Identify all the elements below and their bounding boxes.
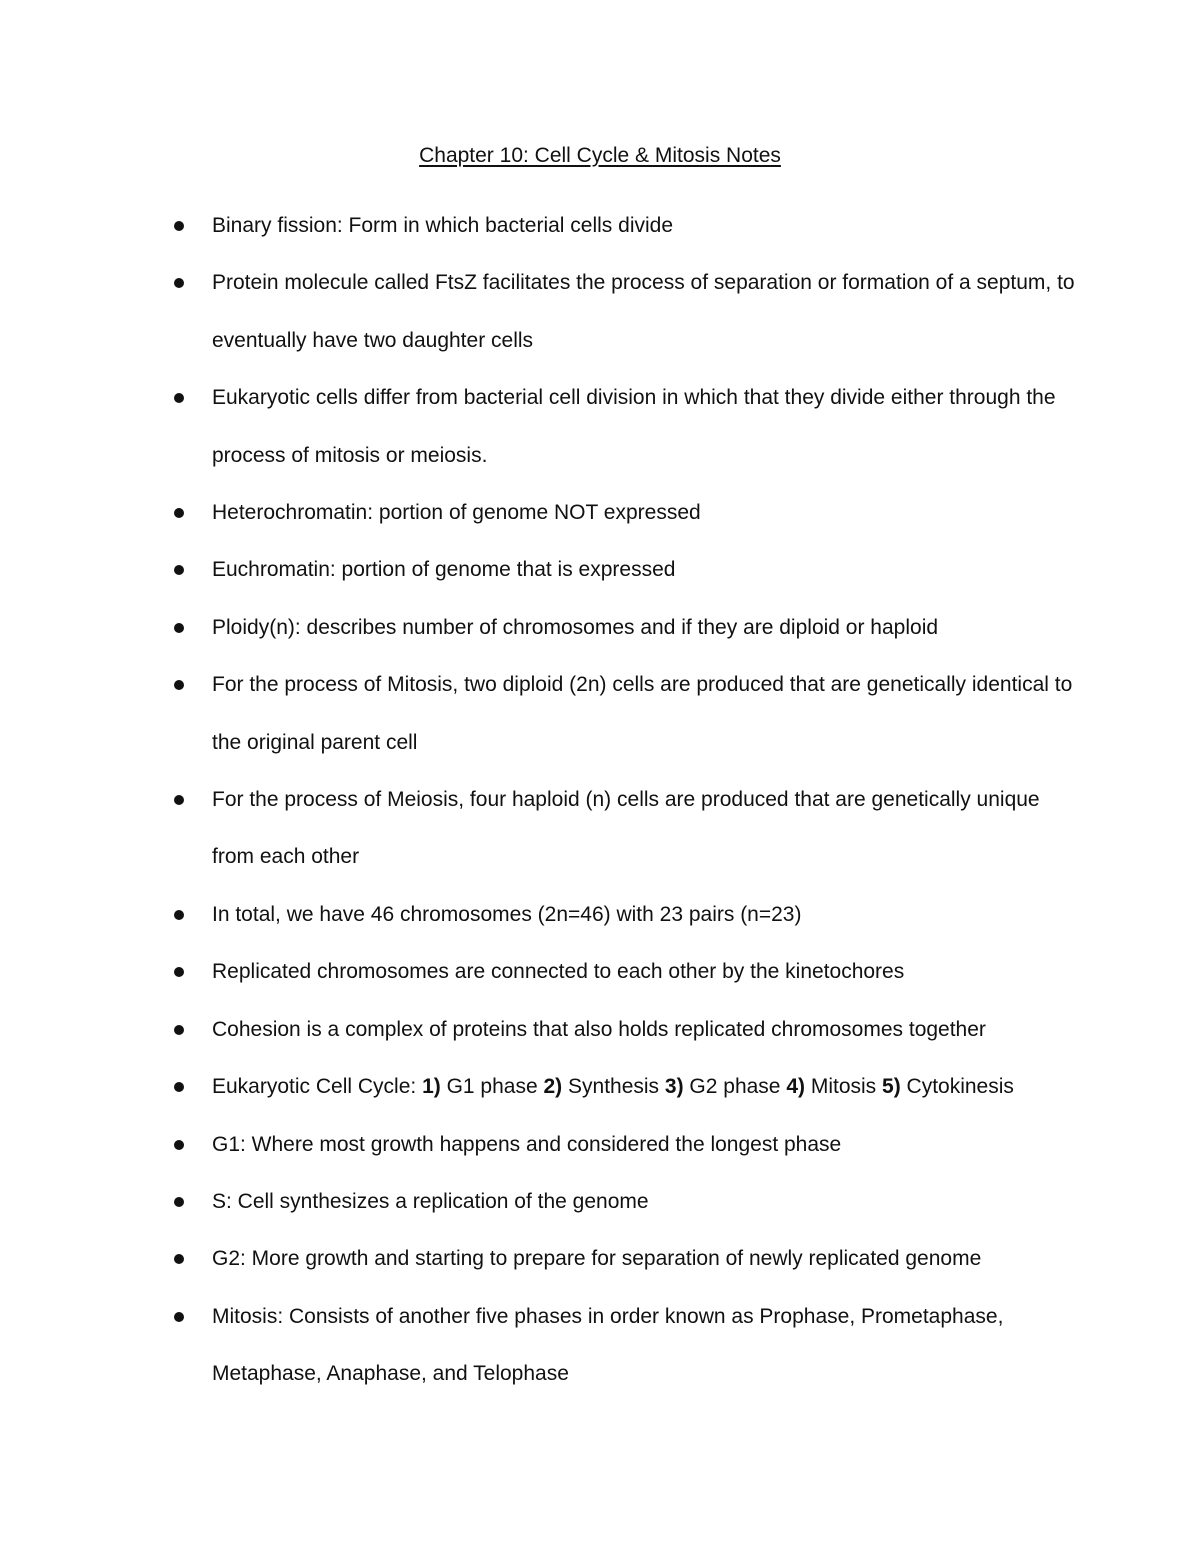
note-item bbox=[0, 197, 1082, 254]
cycle-step-number: 1) bbox=[422, 1075, 441, 1099]
cell-cycle-note bbox=[0, 1058, 1082, 1115]
note-item bbox=[0, 254, 1082, 369]
bullet-icon bbox=[174, 221, 184, 231]
bullet-icon bbox=[174, 1025, 184, 1035]
note-item bbox=[0, 886, 1082, 943]
cycle-step-text: G2 phase bbox=[683, 1075, 787, 1099]
cycle-step-number: 4) bbox=[786, 1075, 805, 1099]
note-text: Protein molecule called FtsZ facilitates the process of separation or formation of a septum, to eventually have two daughter cells bbox=[212, 271, 1075, 352]
bullet-icon bbox=[174, 1197, 184, 1207]
note-item bbox=[0, 541, 1082, 598]
page-title-text: Chapter 10: Cell Cycle & Mitosis Notes bbox=[419, 144, 781, 167]
note-item bbox=[0, 943, 1082, 1000]
bullet-icon bbox=[174, 508, 184, 518]
note-item bbox=[0, 1230, 1082, 1287]
bullet-icon bbox=[174, 795, 184, 805]
bullet-icon bbox=[174, 967, 184, 977]
note-item bbox=[0, 599, 1082, 656]
note-text: Heterochromatin: portion of genome NOT expressed bbox=[212, 501, 701, 525]
cycle-step-number: 5) bbox=[882, 1075, 901, 1099]
note-item bbox=[0, 1173, 1082, 1230]
note-text: Replicated chromosomes are connected to each other by the kinetochores bbox=[212, 960, 905, 984]
cycle-step-text: G1 phase bbox=[440, 1075, 544, 1099]
note-item bbox=[0, 1116, 1082, 1173]
note-text: G2: More growth and starting to prepare for separation of newly replicated genome bbox=[212, 1247, 982, 1271]
note-text: Eukaryotic cells differ from bacterial cell division in which that they divide either through the process of mitosis or meiosis. bbox=[212, 386, 1056, 467]
note-text: Euchromatin: portion of genome that is expressed bbox=[212, 558, 676, 582]
note-item bbox=[0, 484, 1082, 541]
note-item bbox=[0, 1001, 1082, 1058]
cycle-step-number: 2) bbox=[543, 1075, 563, 1099]
bullet-icon bbox=[174, 393, 184, 403]
cycle-step-number: 3) bbox=[664, 1075, 684, 1099]
note-item bbox=[0, 771, 1082, 886]
bullet-icon bbox=[174, 1312, 184, 1322]
bullet-icon bbox=[174, 910, 184, 920]
note-text: In total, we have 46 chromosomes (2n=46) with 23 pairs (n=23) bbox=[212, 902, 802, 926]
cell-cycle-lead: Eukaryotic Cell Cycle: bbox=[212, 1075, 423, 1099]
note-item bbox=[0, 369, 1082, 484]
note-text: Ploidy(n): describes number of chromosomes and if they are diploid or haploid bbox=[212, 615, 939, 639]
bullet-icon bbox=[174, 680, 184, 690]
note-text: Mitosis: Consists of another five phases in order known as Prophase, Prometaphase, Metaphase, Anaphase, and Telophase bbox=[212, 1304, 1004, 1386]
note-item bbox=[0, 1288, 1082, 1403]
page-title bbox=[0, 140, 1200, 172]
note-text: G1: Where most growth happens and considered the longest phase bbox=[212, 1132, 842, 1156]
note-text: Binary fission: Form in which bacterial cells divide bbox=[212, 214, 674, 237]
bullet-icon bbox=[174, 1082, 184, 1092]
cycle-step-text: Mitosis bbox=[805, 1075, 883, 1099]
bullet-icon bbox=[174, 623, 184, 633]
notes-list bbox=[0, 197, 1200, 1403]
cycle-step-text: Synthesis bbox=[562, 1075, 665, 1099]
note-text: S: Cell synthesizes a replication of the genome bbox=[212, 1189, 649, 1213]
bullet-icon bbox=[174, 1140, 184, 1150]
bullet-icon bbox=[174, 1254, 184, 1264]
cycle-step-text: Cytokinesis bbox=[900, 1075, 1014, 1099]
note-text: For the process of Meiosis, four haploid (n) cells are produced that are genetically unique from each other bbox=[212, 788, 1040, 869]
note-text: For the process of Mitosis, two diploid (2n) cells are produced that are genetically identical to the original parent cell bbox=[212, 673, 1073, 754]
bullet-icon bbox=[174, 278, 184, 288]
note-text: Cohesion is a complex of proteins that also holds replicated chromosomes together bbox=[212, 1017, 986, 1041]
note-item bbox=[0, 656, 1082, 771]
bullet-icon bbox=[174, 565, 184, 575]
